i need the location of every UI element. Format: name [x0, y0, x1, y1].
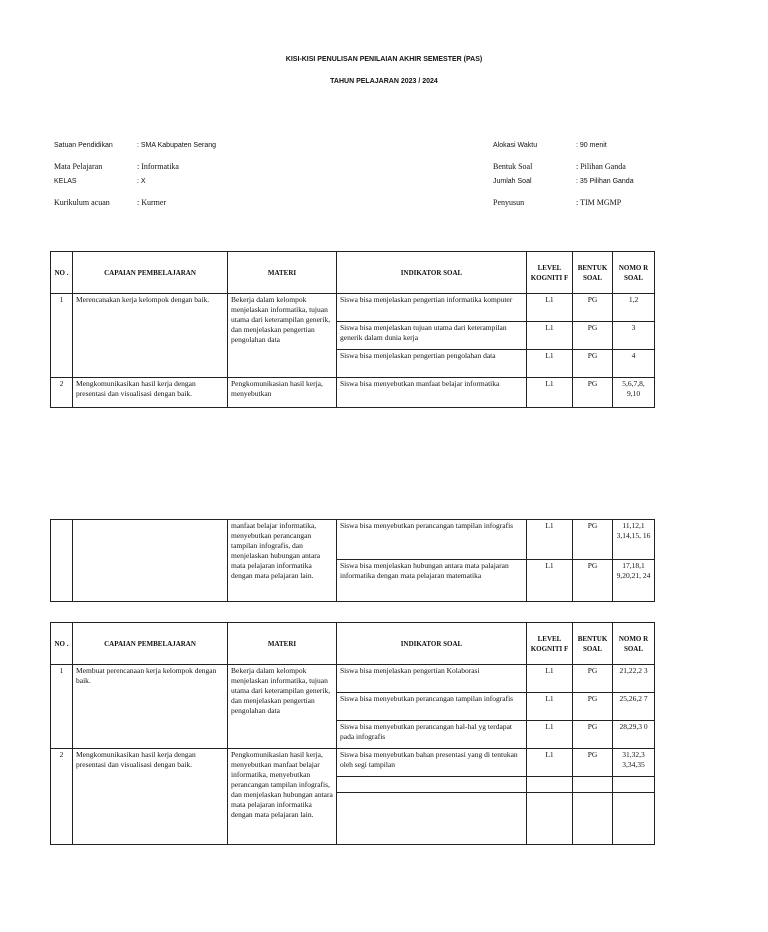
cell-indikator: Siswa bisa menjelaskan hubungan antara mata palajaran informatika dengan mata pelajaran matematika	[337, 560, 527, 602]
cell-level: L1	[527, 350, 573, 378]
cell-indikator	[337, 793, 527, 845]
cell-no: 1	[51, 665, 73, 749]
info-label-bentuk: Bentuk Soal	[493, 162, 533, 171]
cell-nomor: 5,6,7,8, 9,10	[613, 378, 655, 408]
cell-indikator: Siswa bisa menjelaskan pengertian informatika komputer	[337, 294, 527, 322]
cell-nomor: 25,26,2 7	[613, 693, 655, 721]
info-value-penyusun: : TIM MGMP	[576, 198, 622, 207]
cell-level	[527, 793, 573, 845]
kisi-table-1	[50, 251, 655, 408]
cell-bentuk: PG	[573, 665, 613, 693]
table-header-row	[51, 623, 655, 665]
cell-nomor: 28,29,3 0	[613, 721, 655, 749]
cell-indikator: Siswa bisa menyebutkan manfaat belajar informatika	[337, 378, 527, 408]
cell-capaian	[73, 520, 228, 602]
header-materi: MATERI	[228, 623, 337, 665]
header-nomor: NOMO R SOAL	[613, 252, 655, 294]
cell-indikator: Siswa bisa menjelaskan tujuan utama dari keterampilan generik dalam dunia kerja	[337, 322, 527, 350]
cell-capaian: Mengkomunikasikan hasil kerja dengan presentasi dan visualisasi dengan baik.	[73, 749, 228, 845]
cell-bentuk: PG	[573, 350, 613, 378]
cell-level: L1	[527, 749, 573, 777]
info-label-penyusun: Penyusun	[493, 198, 525, 207]
cell-bentuk: PG	[573, 520, 613, 560]
cell-level: L1	[527, 665, 573, 693]
cell-bentuk: PG	[573, 693, 613, 721]
table-row	[51, 294, 655, 322]
cell-nomor: 21,22,2 3	[613, 665, 655, 693]
info-label-alokasi: Alokasi Waktu	[493, 142, 538, 149]
info-value-kelas: : X	[137, 178, 146, 185]
cell-nomor: 31,32,3 3,34,35	[613, 749, 655, 777]
kisi-table-3	[50, 622, 655, 845]
cell-nomor: 1,2	[613, 294, 655, 322]
header-nomor: NOMO R SOAL	[613, 623, 655, 665]
cell-bentuk	[573, 777, 613, 793]
cell-materi: Bekerja dalam kelompok menjelaskan informatika, tujuan utama dari keterampilan generik, dan menjelaskan pengertian pengolahan data	[228, 665, 337, 749]
info-value-satuan: : SMA Kabupaten Serang	[137, 142, 216, 149]
info-label-satuan: Satuan Pendidikan	[54, 142, 113, 149]
info-value-jumlah: : 35 Pilihan Ganda	[576, 178, 634, 185]
cell-bentuk: PG	[573, 721, 613, 749]
table-row	[51, 520, 655, 560]
cell-indikator: Siswa bisa menyebutkan perancangan tampilan infografis	[337, 520, 527, 560]
cell-level: L1	[527, 693, 573, 721]
header-materi: MATERI	[228, 252, 337, 294]
cell-bentuk: PG	[573, 749, 613, 777]
cell-indikator	[337, 777, 527, 793]
cell-nomor: 3	[613, 322, 655, 350]
cell-bentuk: PG	[573, 294, 613, 322]
info-value-bentuk: : Pilihan Ganda	[576, 162, 626, 171]
cell-no: 1	[51, 294, 73, 378]
header-capaian: CAPAIAN PEMBELAJARAN	[73, 623, 228, 665]
table-row	[51, 749, 655, 777]
cell-level: L1	[527, 520, 573, 560]
cell-indikator: Siswa bisa menyebutkan perancangan hal-hal yg terdapat pada infografis	[337, 721, 527, 749]
table-row	[51, 665, 655, 693]
cell-nomor	[613, 793, 655, 845]
cell-indikator: Siswa bisa menjelaskan pengertian pengolahan data	[337, 350, 527, 378]
cell-level: L1	[527, 322, 573, 350]
cell-nomor: 11,12,1 3,14,15, 16	[613, 520, 655, 560]
cell-level: L1	[527, 721, 573, 749]
header-indikator: INDIKATOR SOAL	[337, 252, 527, 294]
cell-level: L1	[527, 294, 573, 322]
cell-indikator: Siswa bisa menjelaskan pengertian Kolaborasi	[337, 665, 527, 693]
cell-materi: Bekerja dalam kelompok menjelaskan informatika, tujuan utama dari keterampilan generik, dan menjelaskan pengertian pengolahan data	[228, 294, 337, 378]
header-indikator: INDIKATOR SOAL	[337, 623, 527, 665]
cell-indikator: Siswa bisa menyebutkan perancangan tampilan infografis	[337, 693, 527, 721]
cell-bentuk: PG	[573, 378, 613, 408]
cell-level: L1	[527, 560, 573, 602]
cell-capaian: Mengkomunikasikan hasil kerja dengan presentasi dan visualisasi dengan baik.	[73, 378, 228, 408]
header-no: NO .	[51, 623, 73, 665]
cell-bentuk: PG	[573, 322, 613, 350]
header-bentuk: BENTUK SOAL	[573, 252, 613, 294]
cell-capaian: Membuat perencanaan kerja kelompok dengan baik.	[73, 665, 228, 749]
cell-nomor: 4	[613, 350, 655, 378]
header-bentuk: BENTUK SOAL	[573, 623, 613, 665]
cell-nomor: 17,18,1 9,20,21, 24	[613, 560, 655, 602]
cell-materi: Pengkomunikasian hasil kerja, menyebutkan manfaat belajar informatika, menyebutkan perancangan tampilan infografis, dan menjelaskan hubungan antara mata pelajaran informatika dengan mata pelajaran lain.	[228, 749, 337, 845]
header-no: NO .	[51, 252, 73, 294]
info-value-alokasi: : 90 menit	[576, 142, 607, 149]
header-level: LEVEL KOGNITI F	[527, 623, 573, 665]
table-row	[51, 378, 655, 408]
cell-materi: manfaat belajar informatika, menyebutkan perancangan tampilan infografis, dan menjelaskan hubungan antara mata pelajaran informatika dengan mata pelajaran lain.	[228, 520, 337, 602]
header-capaian: CAPAIAN PEMBELAJARAN	[73, 252, 228, 294]
kisi-table-2	[50, 519, 655, 602]
info-value-kurikulum: : Kurmer	[137, 198, 167, 207]
cell-level: L1	[527, 378, 573, 408]
document-title: KISI-KISI PENULISAN PENILAIAN AKHIR SEMESTER (PAS)	[285, 56, 483, 63]
cell-no: 2	[51, 378, 73, 408]
cell-no: 2	[51, 749, 73, 845]
info-label-jumlah: Jumlah Soal	[493, 178, 532, 185]
cell-no	[51, 520, 73, 602]
cell-level	[527, 777, 573, 793]
info-value-mapel: : Informatika	[137, 162, 179, 171]
cell-materi: Pengkomunikasian hasil kerja, menyebutkan	[228, 378, 337, 408]
cell-capaian: Merencanakan kerja kelompok dengan baik.	[73, 294, 228, 378]
document-subtitle: TAHUN PELAJARAN 2023 / 2024	[330, 78, 438, 85]
info-label-mapel: Mata Pelajaran	[54, 162, 103, 171]
header-level: LEVEL KOGNITI F	[527, 252, 573, 294]
cell-bentuk	[573, 793, 613, 845]
table-header-row	[51, 252, 655, 294]
info-label-kelas: KELAS	[54, 178, 77, 185]
cell-bentuk: PG	[573, 560, 613, 602]
cell-indikator: Siswa bisa menyebutkan bahan presentasi yang di tentukan oleh segi tampilan	[337, 749, 527, 777]
cell-nomor	[613, 777, 655, 793]
info-label-kurikulum: Kurikulum acuan	[54, 198, 110, 207]
